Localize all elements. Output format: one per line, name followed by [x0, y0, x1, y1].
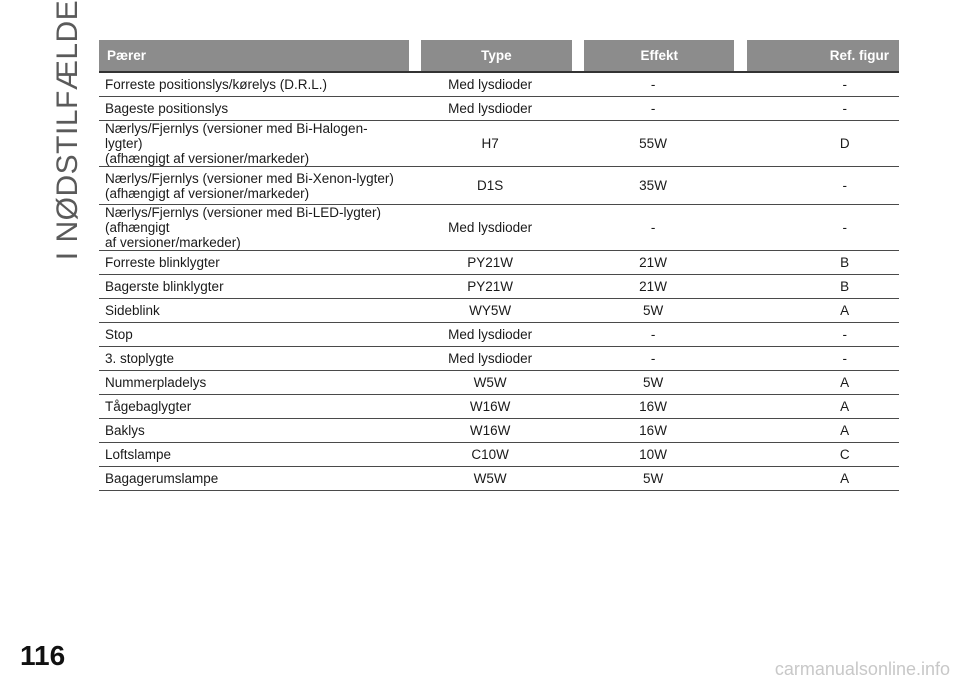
cell-bulb-name: Forreste blinklygter [99, 251, 409, 275]
cell-bulb-name: Forreste positionslys/kørelys (D.R.L.) [99, 72, 409, 97]
cell-bulb-name: 3. stoplygte [99, 347, 409, 371]
cell-type: H7 [409, 121, 572, 167]
cell-effect: - [572, 97, 735, 121]
cell-ref-figure: - [734, 97, 899, 121]
cell-ref-figure: A [734, 419, 899, 443]
table-row [99, 299, 899, 323]
header-row [99, 40, 899, 72]
cell-type: D1S [409, 167, 572, 205]
header-gap [734, 40, 747, 72]
cell-ref-figure: B [734, 251, 899, 275]
cell-bulb-name: Loftslampe [99, 443, 409, 467]
table-row [99, 443, 899, 467]
cell-effect: 5W [572, 467, 735, 491]
cell-bulb-name: Nummerpladelys [99, 371, 409, 395]
cell-type: Med lysdioder [409, 97, 572, 121]
cell-type: PY21W [409, 275, 572, 299]
cell-ref-figure: D [734, 121, 899, 167]
cell-type: C10W [409, 443, 572, 467]
table-row [99, 72, 899, 97]
cell-ref-figure: - [734, 167, 899, 205]
cell-effect: 55W [572, 121, 735, 167]
cell-effect: - [572, 323, 735, 347]
cell-type: WY5W [409, 299, 572, 323]
cell-bulb-name: Sideblink [99, 299, 409, 323]
cell-ref-figure: A [734, 299, 899, 323]
cell-ref-figure: A [734, 395, 899, 419]
header-ref-figur: Ref. figur [747, 40, 899, 72]
table-header [99, 40, 899, 72]
watermark: carmanualsonline.info [774, 659, 950, 679]
cell-type: Med lysdioder [409, 205, 572, 251]
table-row [99, 467, 899, 491]
cell-ref-figure: C [734, 443, 899, 467]
cell-type: Med lysdioder [409, 347, 572, 371]
cell-bulb-name: Bagerste blinklygter [99, 275, 409, 299]
cell-type: W5W [409, 467, 572, 491]
cell-ref-figure: - [734, 323, 899, 347]
cell-effect: 21W [572, 251, 735, 275]
cell-type: Med lysdioder [409, 72, 572, 97]
cell-bulb-name: Stop [99, 323, 409, 347]
cell-ref-figure: A [734, 467, 899, 491]
cell-effect: - [572, 72, 735, 97]
cell-ref-figure: - [734, 72, 899, 97]
table-row [99, 205, 899, 251]
cell-ref-figure: A [734, 371, 899, 395]
table-row [99, 371, 899, 395]
cell-effect: - [572, 347, 735, 371]
cell-ref-figure: - [734, 205, 899, 251]
cell-bulb-name: Bagagerumslampe [99, 467, 409, 491]
table-row [99, 347, 899, 371]
table-row [99, 167, 899, 205]
cell-bulb-name: Nærlys/Fjernlys (versioner med Bi-Xenon-lygter) (afhængigt af versioner/markeder) [99, 167, 409, 205]
cell-type: Med lysdioder [409, 323, 572, 347]
cell-type: PY21W [409, 251, 572, 275]
cell-type: W16W [409, 419, 572, 443]
cell-type: W16W [409, 395, 572, 419]
cell-ref-figure: B [734, 275, 899, 299]
table-row [99, 275, 899, 299]
cell-effect: 10W [572, 443, 735, 467]
section-title [48, 0, 88, 261]
table-row [99, 121, 899, 167]
cell-effect: 16W [572, 395, 735, 419]
cell-effect: 5W [572, 299, 735, 323]
cell-bulb-name: Tågebaglygter [99, 395, 409, 419]
cell-bulb-name: Bageste positionslys [99, 97, 409, 121]
table-row [99, 395, 899, 419]
cell-bulb-name: Nærlys/Fjernlys (versioner med Bi-LED-lygter) (afhængigt af versioner/markeder) [99, 205, 409, 251]
bulb-table [99, 40, 899, 491]
table-row [99, 97, 899, 121]
table-row [99, 251, 899, 275]
table-body [99, 72, 899, 491]
cell-effect: 35W [572, 167, 735, 205]
cell-bulb-name: Nærlys/Fjernlys (versioner med Bi-Halogen-lygter) (afhængigt af versioner/markeder) [99, 121, 409, 167]
cell-effect: - [572, 205, 735, 251]
cell-bulb-name: Baklys [99, 419, 409, 443]
header-type: Type [421, 40, 572, 72]
table-row [99, 419, 899, 443]
section-title-text: I NØDSTILFÆLDE [51, 0, 84, 261]
header-gap [572, 40, 584, 72]
page-number: 116 [20, 640, 66, 671]
header-gap [409, 40, 421, 72]
cell-effect: 21W [572, 275, 735, 299]
cell-effect: 5W [572, 371, 735, 395]
cell-ref-figure: - [734, 347, 899, 371]
header-pærer: Pærer [99, 40, 409, 72]
cell-type: W5W [409, 371, 572, 395]
cell-effect: 16W [572, 419, 735, 443]
table-row [99, 323, 899, 347]
header-effekt: Effekt [584, 40, 734, 72]
